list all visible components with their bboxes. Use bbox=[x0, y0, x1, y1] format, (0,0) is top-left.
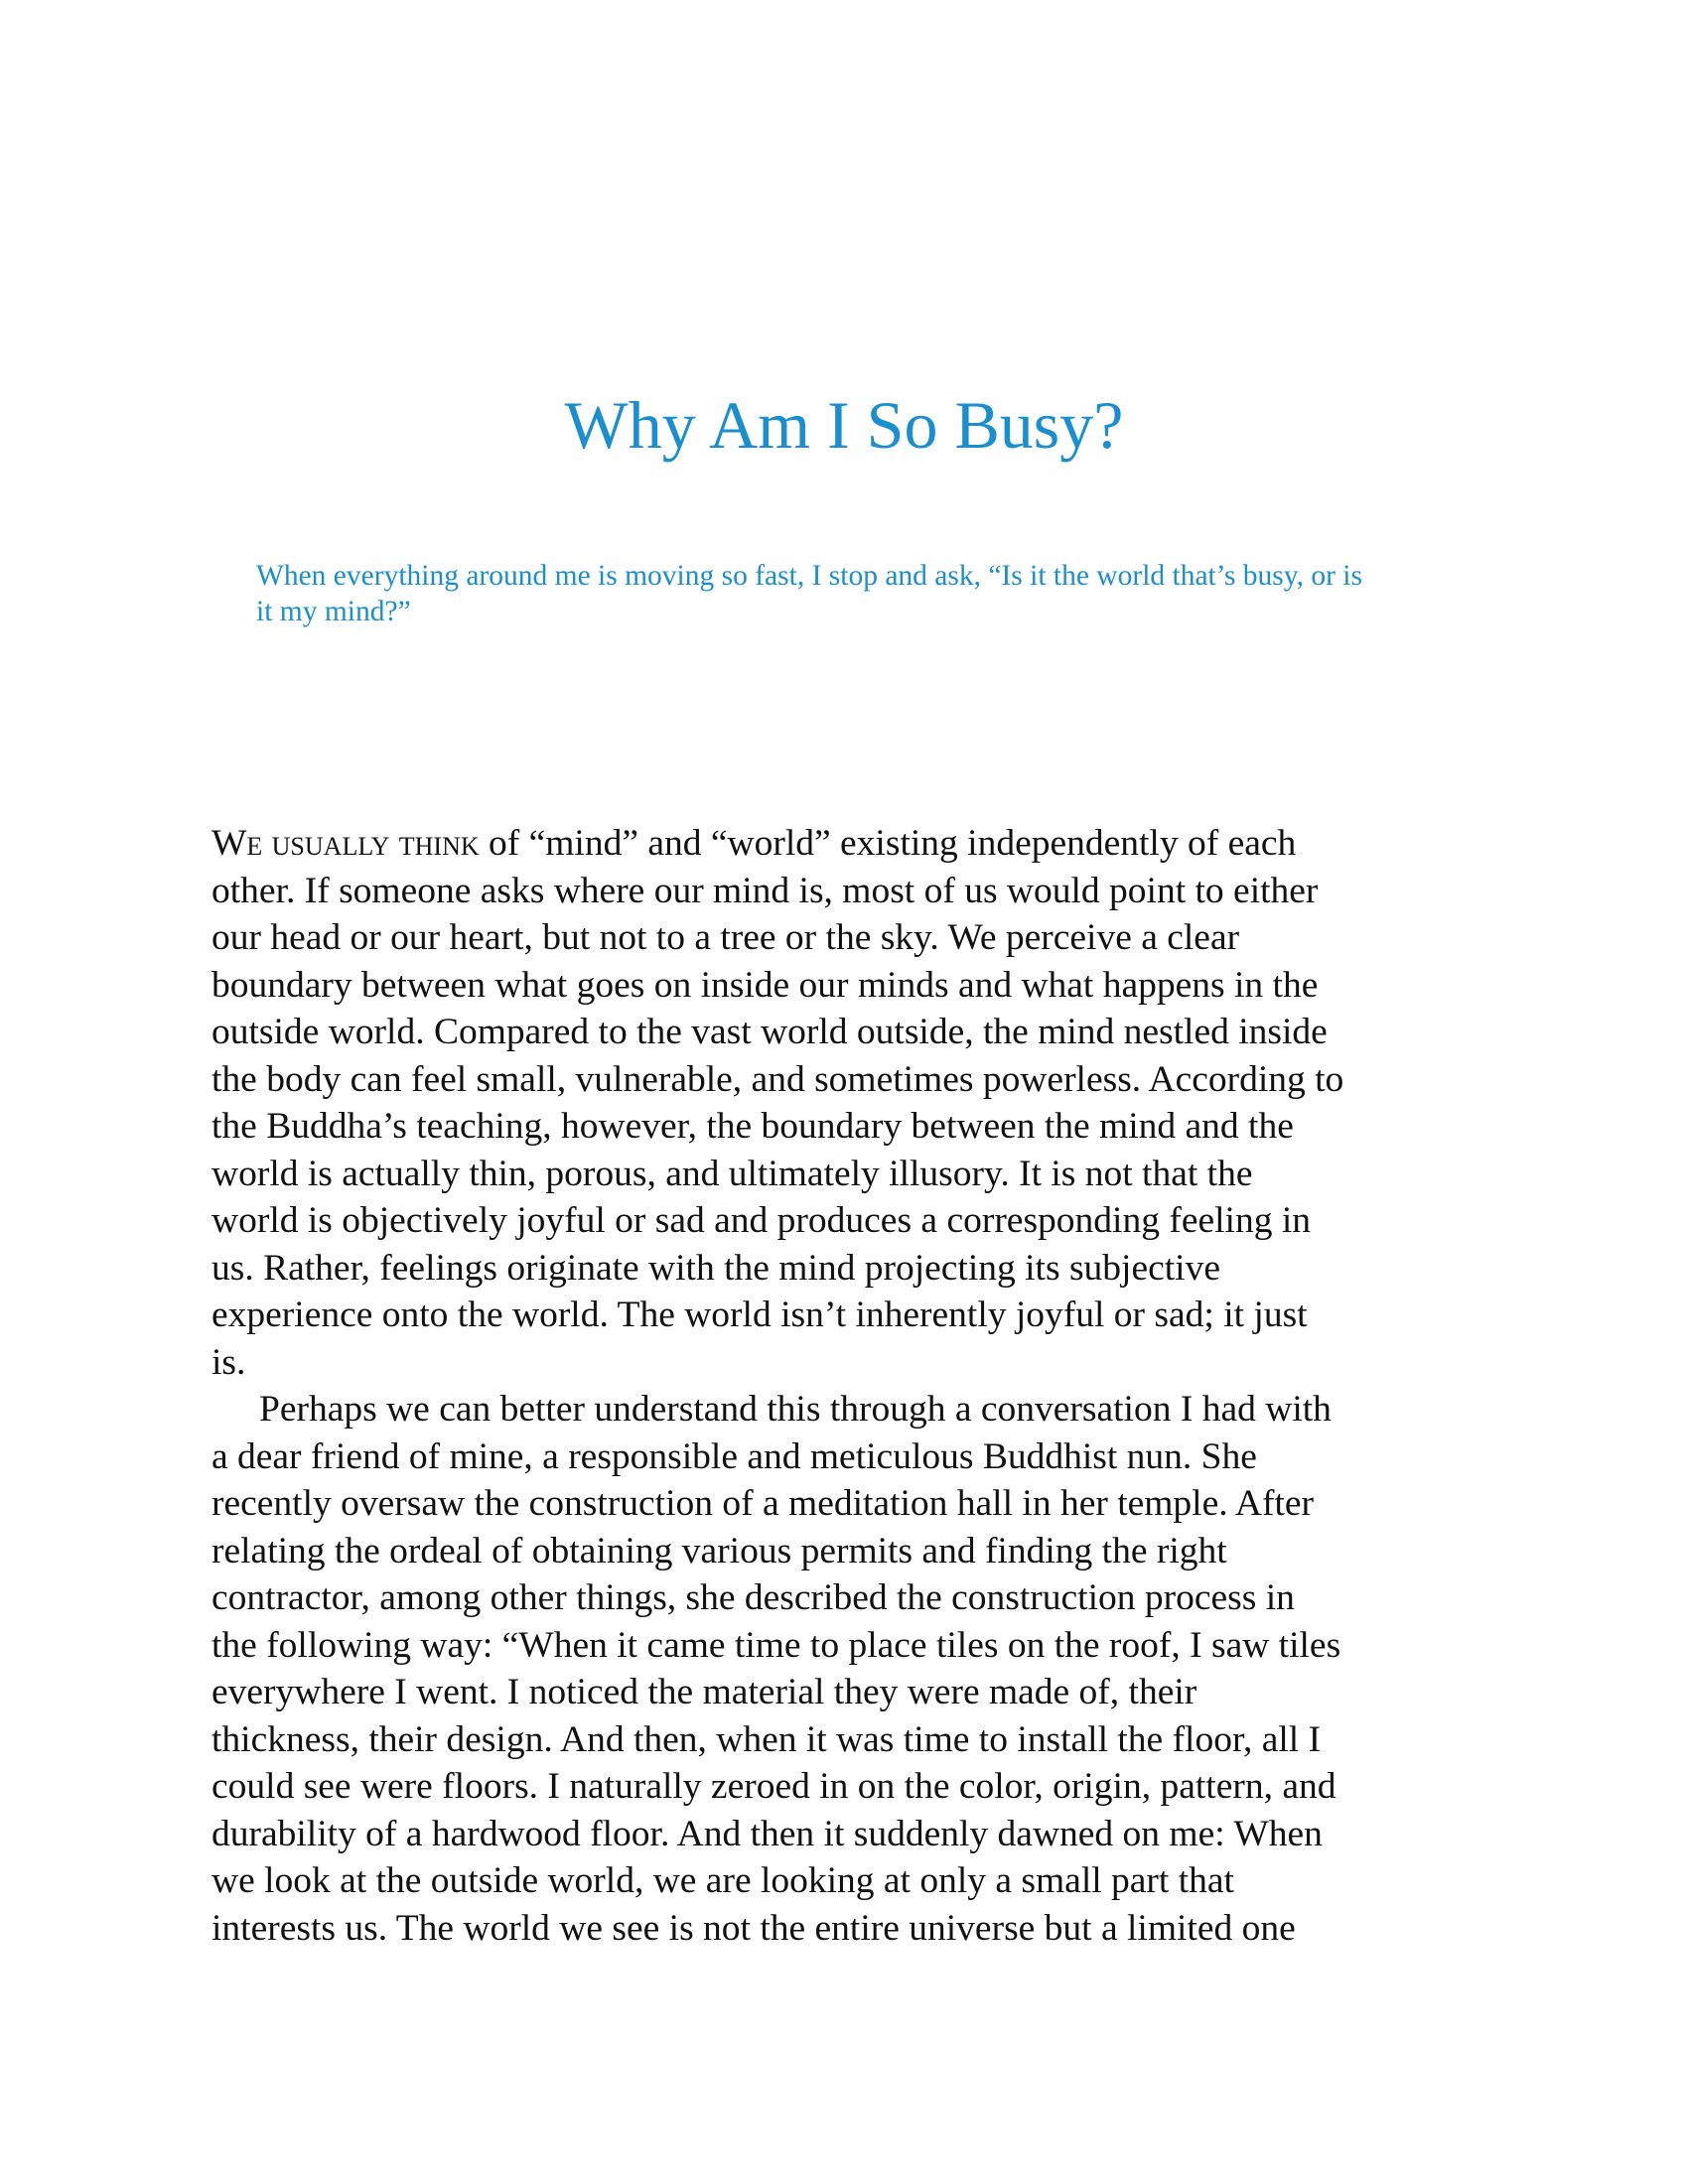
paragraph-line: the body can feel small, vulnerable, and sometimes powerless. According to bbox=[211, 1058, 1344, 1100]
paragraph-line: interests us. The world we see is not the entire universe but a limited one bbox=[211, 1907, 1296, 1949]
paragraph-line: relating the ordeal of obtaining various permits and finding the right bbox=[211, 1530, 1227, 1571]
paragraph-line: is. bbox=[211, 1341, 246, 1383]
paragraph-line: we look at the outside world, we are looking at only a small part that bbox=[211, 1860, 1234, 1901]
paragraph-1 bbox=[211, 820, 1512, 1386]
paragraph-line: our head or our heart, but not to a tree or the sky. We perceive a clear bbox=[211, 917, 1240, 958]
paragraph-line: a dear friend of mine, a responsible and meticulous Buddhist nun. She bbox=[211, 1435, 1257, 1477]
paragraph-line: could see were floors. I naturally zeroed in on the color, origin, pattern, and bbox=[211, 1766, 1336, 1807]
paragraph-line: outside world. Compared to the vast world outside, the mind nestled inside bbox=[211, 1012, 1328, 1052]
paragraph-line: boundary between what goes on inside our minds and what happens in the bbox=[211, 964, 1319, 1006]
paragraph-line: the following way: “When it came time to place tiles on the roof, I saw tiles bbox=[211, 1624, 1341, 1666]
chapter-body bbox=[211, 820, 1512, 1952]
paragraph-line: Perhaps we can better understand this through a conversation I had with bbox=[259, 1389, 1332, 1430]
paragraph-line: recently oversaw the construction of a meditation hall in her temple. After bbox=[211, 1483, 1315, 1524]
paragraph-line: durability of a hardwood floor. And then it suddenly dawned on me: When bbox=[211, 1813, 1323, 1854]
paragraph-line: other. If someone asks where our mind is, most of us would point to either bbox=[211, 870, 1319, 911]
paragraph-line: contractor, among other things, she described the construction process in bbox=[211, 1577, 1295, 1618]
paragraph-line bbox=[211, 820, 1512, 868]
paragraph-line: world is objectively joyful or sad and produces a corresponding feeling in bbox=[211, 1200, 1312, 1241]
paragraph-line: experience onto the world. The world isn’t inherently joyful or sad; it just bbox=[211, 1295, 1308, 1335]
chapter-title: Why Am I So Busy? bbox=[564, 387, 1124, 463]
paragraph-2 bbox=[211, 1386, 1512, 1952]
lead-in-smallcaps: We usually think bbox=[211, 823, 480, 864]
paragraph-line: thickness, their design. And then, when it was time to install the floor, all I bbox=[211, 1718, 1322, 1760]
paragraph-line: the Buddha’s teaching, however, the boundary between the mind and the bbox=[211, 1106, 1294, 1147]
epigraph-line: When everything around me is moving so fast, I stop and ask, “Is it the world that’s busy, or is bbox=[256, 560, 1362, 592]
paragraph-line: everywhere I went. I noticed the material they were made of, their bbox=[211, 1672, 1197, 1712]
epigraph bbox=[256, 558, 1448, 629]
paragraph-line: us. Rather, feelings originate with the mind projecting its subjective bbox=[211, 1247, 1220, 1289]
paragraph-line: world is actually thin, porous, and ultimately illusory. It is not that the bbox=[211, 1153, 1253, 1194]
epigraph-line: it my mind?” bbox=[256, 596, 411, 627]
paragraph-line-text: of “mind” and “world” existing independently of each bbox=[479, 823, 1297, 864]
